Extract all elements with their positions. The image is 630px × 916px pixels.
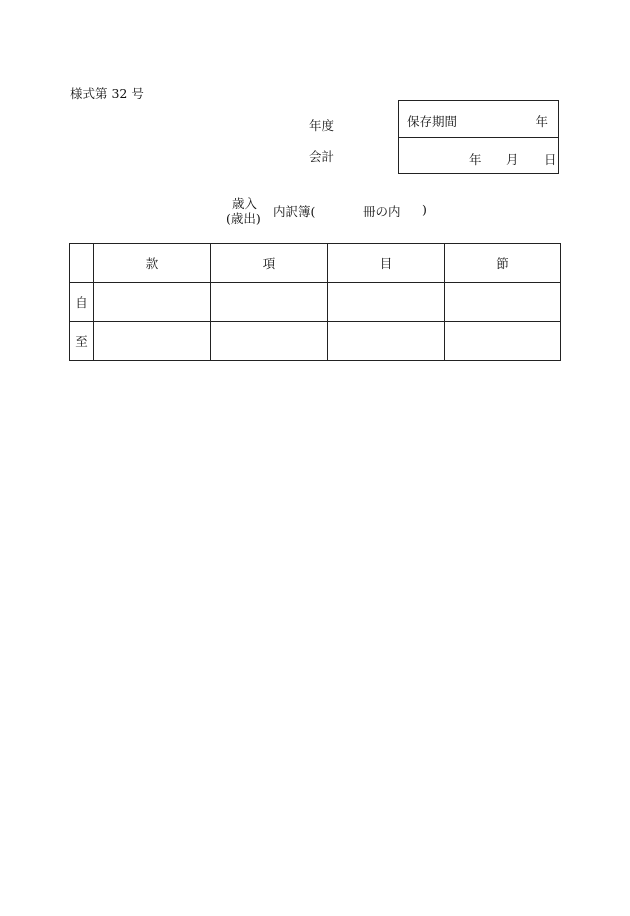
header-kou: 項 — [211, 244, 328, 283]
title-expenditure: (歳出) — [226, 211, 261, 226]
cell-to-setsu[interactable] — [445, 322, 561, 361]
header-setsu: 節 — [445, 244, 561, 283]
title-ledger: 内訳簿( — [273, 204, 316, 219]
corner-cell — [70, 244, 94, 283]
retention-date-row — [399, 138, 558, 174]
form-number: 様式第 32 号 — [70, 86, 144, 101]
cell-from-kan[interactable] — [94, 283, 211, 322]
date-year-unit: 年 — [469, 152, 482, 167]
header-kan: 款 — [94, 244, 211, 283]
retention-period-box — [398, 100, 559, 174]
fiscal-year-label: 年度 — [309, 118, 335, 133]
retention-year-unit: 年 — [535, 114, 548, 129]
cell-to-moku[interactable] — [328, 322, 445, 361]
header-moku: 目 — [328, 244, 445, 283]
classification-table — [69, 243, 561, 361]
retention-period-label: 保存期間 — [407, 114, 458, 129]
row-label-from: 自 — [70, 283, 94, 322]
row-label-to: 至 — [70, 322, 94, 361]
title-close-paren: ) — [422, 202, 427, 217]
date-day-unit: 日 — [544, 152, 557, 167]
cell-from-setsu[interactable] — [445, 283, 561, 322]
cell-to-kan[interactable] — [94, 322, 211, 361]
table-header-row — [70, 244, 561, 283]
retention-period-row — [399, 101, 558, 138]
date-month-unit: 月 — [506, 152, 519, 167]
title-revenue: 歳入 — [232, 196, 258, 211]
cell-from-moku[interactable] — [328, 283, 445, 322]
account-label: 会計 — [309, 149, 335, 164]
cell-from-kou[interactable] — [211, 283, 328, 322]
table-row — [70, 283, 561, 322]
title-volume-of: 冊の内 — [363, 204, 401, 219]
cell-to-kou[interactable] — [211, 322, 328, 361]
table-row — [70, 322, 561, 361]
